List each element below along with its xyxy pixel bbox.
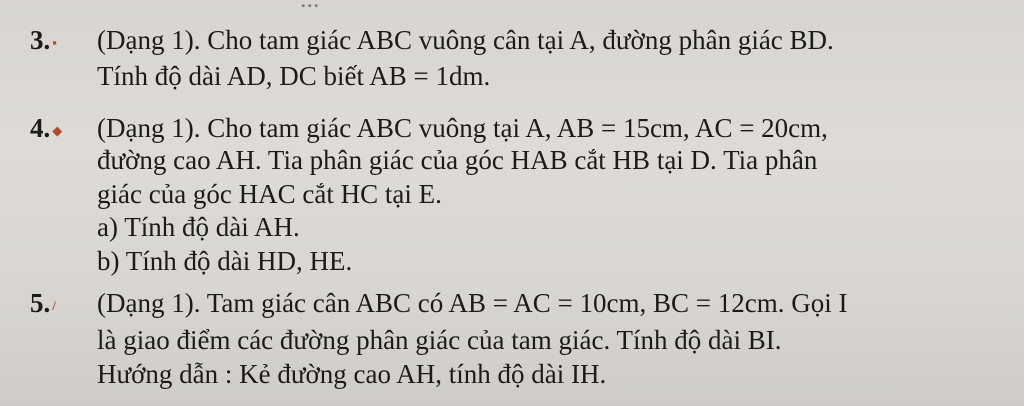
problem-text-line: giác của góc HAC cắt HC tại E. <box>97 179 442 209</box>
problem-number: 4. ◆ <box>30 113 63 143</box>
hint-line: Hướng dẫn : Kẻ đường cao AH, tính độ dài IH. <box>97 359 607 389</box>
problem-text-line: (Dạng 1). Cho tam giác ABC vuông tại A, AB = 15cm, AC = 20cm, <box>97 113 828 143</box>
problem-subpart-a: a) Tính độ dài AH. <box>97 212 300 242</box>
problem-number: 5. / <box>30 288 56 318</box>
problem-text-line: (Dạng 1). Cho tam giác ABC vuông cân tại A, đường phân giác BD. <box>97 25 834 55</box>
problem-text-line: Tính độ dài AD, DC biết AB = 1dm. <box>97 61 491 91</box>
pencil-tick-mark: ▪ <box>52 34 57 50</box>
pencil-tick-mark: ◆ <box>52 122 63 138</box>
pencil-tick-mark: / <box>52 297 56 313</box>
problem-text-line: (Dạng 1). Tam giác cân ABC có AB = AC = 10cm, BC = 12cm. Gọi I <box>97 288 848 318</box>
problem-text-line: là giao điểm các đường phân giác của tam giác. Tính độ dài BI. <box>97 325 782 355</box>
cut-off-previous-line <box>300 0 320 14</box>
problem-number: 3. ▪ <box>30 25 57 55</box>
problem-text-line: đường cao AH. Tia phân giác của góc HAB cắt HB tại D. Tia phân <box>97 145 818 175</box>
problem-subpart-b: b) Tính độ dài HD, HE. <box>97 246 353 276</box>
